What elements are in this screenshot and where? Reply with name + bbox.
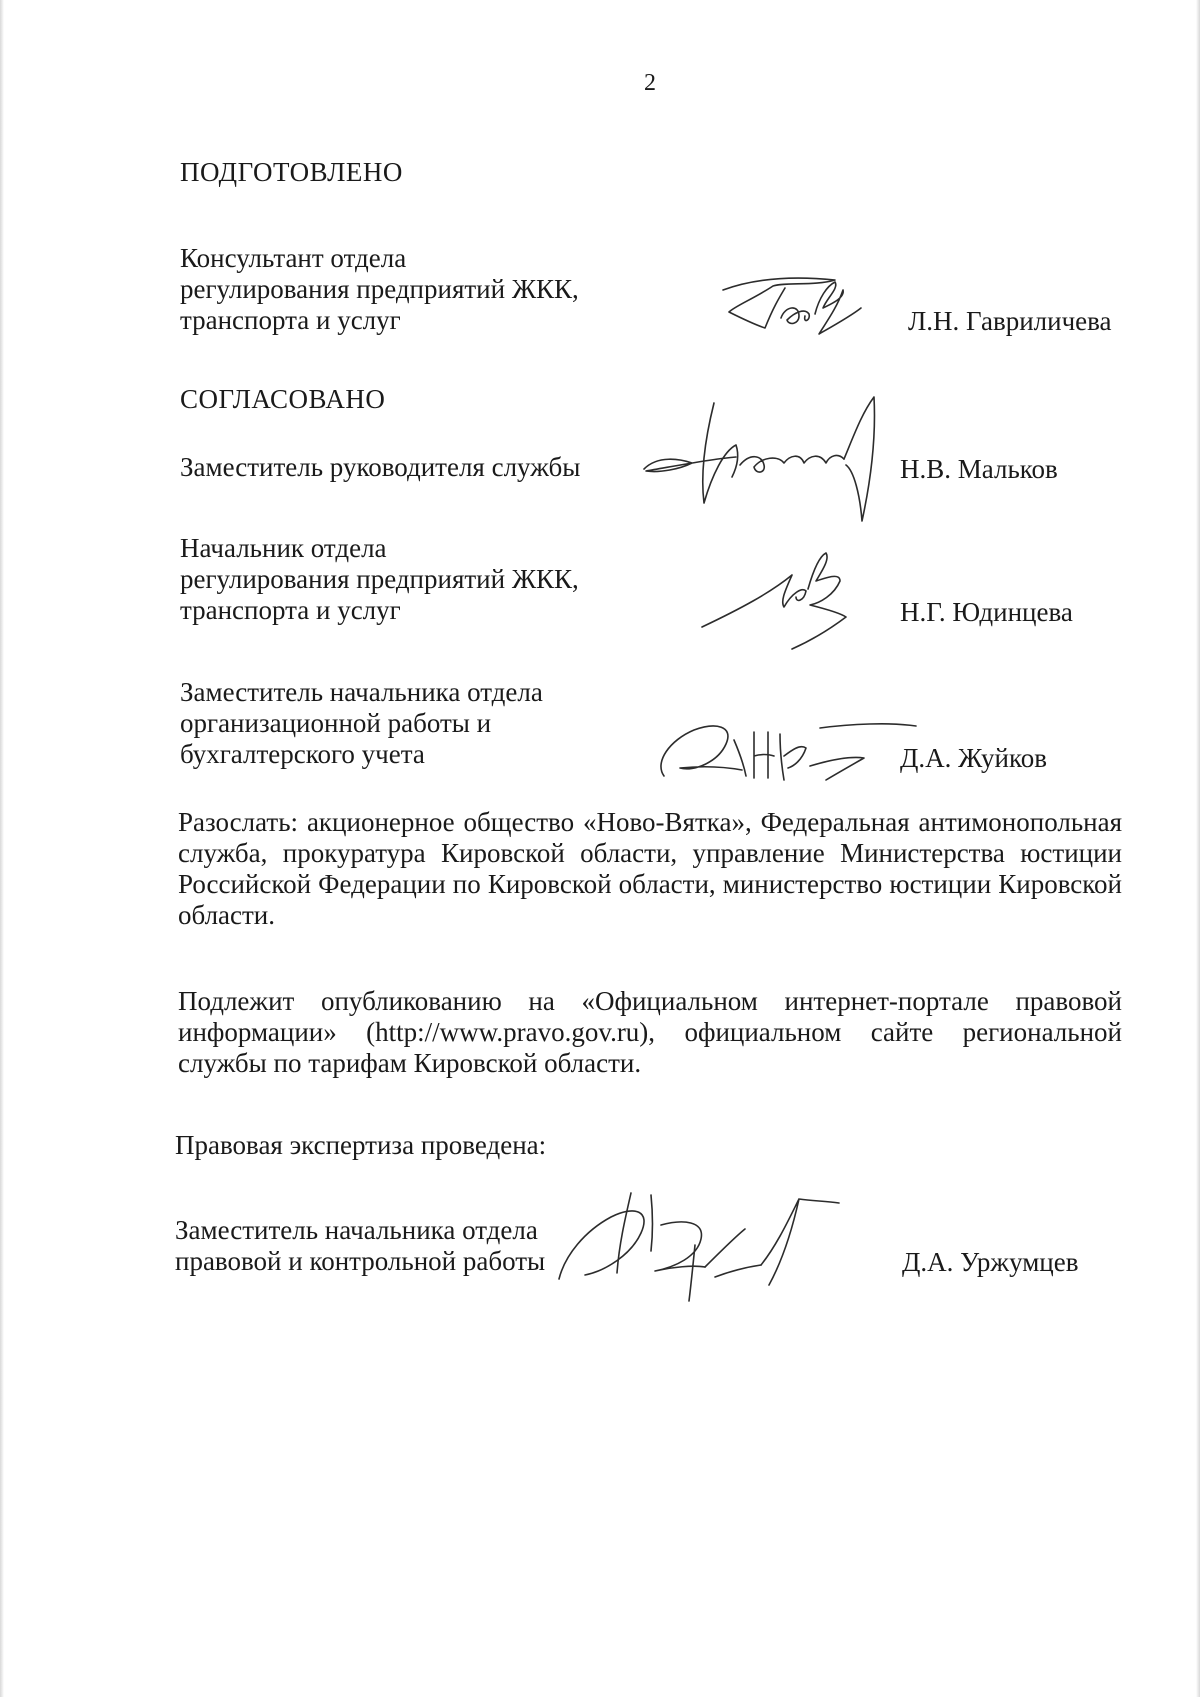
legal-review-name: Д.А. Уржумцев — [902, 1247, 1079, 1277]
signer-name-2: Н.Г. Юдинцева — [900, 597, 1073, 627]
signature-agreed-1 — [640, 395, 900, 545]
legal-review-role: Заместитель начальника отдела правовой и контрольной работы — [175, 1215, 546, 1276]
prepared-name: Л.Н. Гавриличева — [908, 306, 1112, 336]
publication-paragraph: Подлежит опубликованию на «Официальном интернет-портале правовой информации» (http://www.pravo.gov.ru), официальном сайте региональной службы по тарифам Кировской области. — [178, 986, 1122, 1078]
page-right-edge — [1196, 0, 1200, 1697]
signer-role-1: Заместитель руководителя службы — [180, 452, 581, 482]
signature-agreed-3 — [650, 710, 920, 790]
signer-name-1: Н.В. Мальков — [900, 454, 1058, 484]
agreed-heading: СОГЛАСОВАНО — [180, 384, 386, 414]
signature-prepared — [715, 268, 875, 348]
page-number: 2 — [644, 70, 656, 96]
distribution-paragraph: Разослать: акционерное общество «Ново-Вятка», Федеральная антимонопольная служба, прокуратура Кировской области, управление Министерства юстиции Российской Федерации по Кировской области, министерство юстиции Кировской области. — [178, 807, 1122, 930]
signer-role-3: Заместитель начальника отдела организационной работы и бухгалтерского учета — [180, 677, 543, 769]
prepared-role: Консультант отдела регулирования предприятий ЖКК, транспорта и услуг — [180, 243, 579, 335]
signature-legal-review — [555, 1185, 855, 1305]
signature-agreed-2 — [700, 545, 860, 655]
legal-review-heading: Правовая экспертиза проведена: — [175, 1130, 547, 1160]
signer-role-2: Начальник отдела регулирования предприятий ЖКК, транспорта и услуг — [180, 533, 579, 625]
prepared-heading: ПОДГОТОВЛЕНО — [180, 157, 403, 187]
page-left-edge — [0, 0, 4, 1697]
signer-name-3: Д.А. Жуйков — [900, 743, 1047, 773]
